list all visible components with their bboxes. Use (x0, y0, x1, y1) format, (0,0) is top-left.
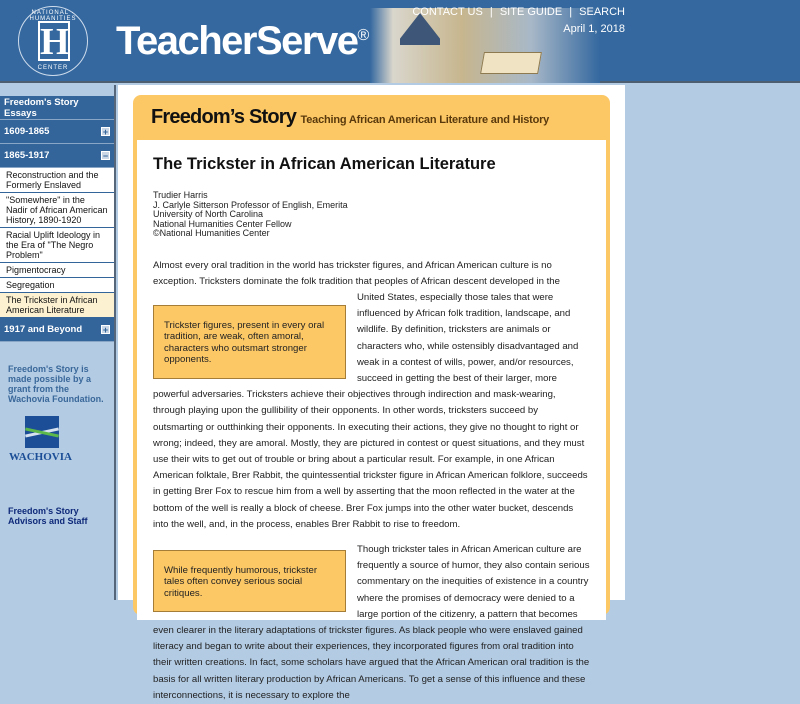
site-guide-link[interactable]: SITE GUIDE (499, 6, 563, 18)
sidebar-item[interactable]: Racial Uplift Ideology in the Era of "The Negro Problem" (0, 228, 114, 263)
teacherserve-logo[interactable] (116, 19, 369, 64)
date: April 1, 2018 (563, 23, 625, 35)
search-link[interactable]: SEARCH (579, 6, 625, 18)
seal-text-bottom: CENTER (37, 65, 69, 71)
sidebar-spacer (0, 85, 114, 96)
advisors-link[interactable]: Freedom's Story Advisors and Staff (8, 506, 88, 526)
collapse-icon[interactable]: − (102, 151, 109, 161)
expand-icon[interactable]: + (102, 325, 109, 335)
author-affiliation: University of North Carolina (153, 209, 264, 219)
banner-title: Freedom’s Story (151, 106, 297, 128)
paragraph-text: Though trickster tales in African American culture are frequently a source of humor, they also contain serious commentary on the inequities of existence in a country where the promises of democracy were denied to a large portion of the citizenry, a pattern that becomes even clearer in the literary adaptations of trickster figures. As black people who were enslaved gained literacy and began to write about their experiences, they incorporated figures from oral tradition into their written creations. In fact, some scholars have argued that the African American oral tradition is the basis for all written literary production by African Americans. To get a sense of this influence and these interconnections, it is necessary to explore the (153, 543, 590, 701)
label: 1865-1917 (4, 150, 50, 161)
article (137, 140, 606, 701)
sidebar-item[interactable]: Pigmentocracy (0, 263, 114, 278)
sidebar (0, 85, 116, 600)
sidebar-essays[interactable] (0, 96, 114, 120)
author-fellowship: National Humanities Center Fellow (153, 218, 292, 229)
label: 1609-1865 (4, 126, 50, 137)
sidebar-section-1917-beyond[interactable] (0, 318, 114, 342)
sidebar-section-1865-1917[interactable] (0, 144, 114, 168)
grant-note: Freedom's Story is made possible by a grant from the Wachovia Foundation. (8, 364, 104, 404)
top-links (412, 6, 625, 18)
book-image (480, 52, 542, 74)
seal-letter: H (40, 21, 70, 63)
wachovia-logo-icon[interactable] (25, 416, 59, 448)
byline (153, 191, 590, 239)
registered-mark: ® (357, 27, 370, 44)
freedoms-story-banner (151, 106, 549, 129)
paragraph (153, 542, 590, 704)
sidebar-item[interactable]: "Somewhere" in the Nadir of African American History, 1890-1920 (0, 193, 114, 228)
sidebar-section-1609-1865[interactable] (0, 120, 114, 144)
logo-text: TeacherServe (116, 19, 358, 63)
nhc-seal-logo[interactable] (18, 6, 88, 76)
site-header (0, 0, 800, 83)
main-content (118, 85, 625, 701)
sidebar-item[interactable]: Reconstruction and the Formerly Enslaved (0, 168, 114, 193)
sidebar-item[interactable]: Segregation (0, 278, 114, 293)
label: 1917 and Beyond (4, 324, 83, 335)
pull-quote: Trickster figures, present in every oral tradition, are weak, often amoral, characters who outsmart stronger opponents. (153, 305, 346, 379)
label: Freedom's Story Essays (4, 96, 79, 119)
author: Trudier Harris (153, 190, 208, 200)
banner-subtitle: Teaching African American Literature and History (300, 114, 550, 126)
separator: | (489, 6, 493, 18)
paragraph-text: especially those tales that were influenced by African folk tradition, landscape, and wildlife. By definition, tricksters are animals or characters who, while ostensibly disadvantaged and weak in a contest of wills, power, and/or resources, succeed in getting the best of their larger, more powerful adversaries. Tricksters achieve their objectives through indirection and mask-wearing, through playing upon the gullibility of their opponents. In other words, tricksters succeed by outsmarting or outthinking their opponents. In executing their actions, they give no thought to right or wrong; indeed, they are amoral. Mostly, they are pictured in contest or quest situations, and they must use their wits to get out of trouble or bring about a particular result. For example, in one African American folktale, Brer Rabbit, the quintessential trickster figure in African American folklore, succeeds in getting Brer Fox to rescue him from a well by asserting that the moon reflected in the water at the bottom of the well is really a block of cheese. Brer Fox jumps into the other water bucket, descends into the well, and, in the process, enables Brer Rabbit to rise to freedom. (153, 291, 588, 530)
paragraph (153, 258, 590, 533)
article-title: The Trickster in African American Literature (153, 155, 496, 173)
wachovia-name: WACHOVIA (9, 451, 72, 463)
contact-us-link[interactable]: CONTACT US (412, 6, 483, 18)
expand-icon[interactable]: + (102, 127, 109, 137)
author-title: J. Carlyle Sitterson Professor of English, Emerita (153, 199, 348, 210)
paragraph-text: Almost every oral tradition in the world has trickster figures, and African American culture is no exception. Tricksters dominate the folk tradition that peoples of African descent developed in the United States, (153, 259, 560, 303)
pull-quote: While frequently humorous, trickster tales often convey serious social critiques. (153, 550, 346, 613)
seal-text-top: NATIONAL · HUMANITIES (29, 10, 77, 22)
sidebar-item-active[interactable]: The Trickster in African American Literature (0, 293, 114, 318)
copyright: ©National Humanities Center (153, 228, 270, 238)
article-panel (133, 95, 610, 701)
separator: | (569, 6, 573, 18)
header-photo (370, 8, 600, 83)
